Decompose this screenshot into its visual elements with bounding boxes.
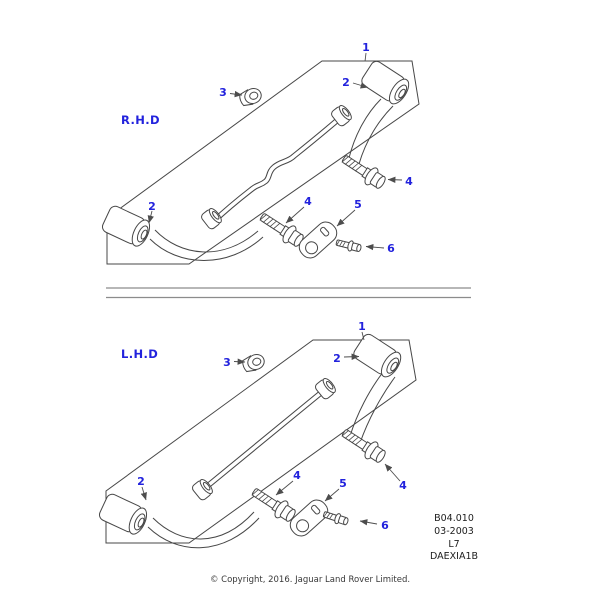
assembly-curve bbox=[360, 377, 395, 443]
callout-leader bbox=[286, 207, 304, 223]
nut-part bbox=[241, 352, 266, 374]
callout-6[interactable]: 6 bbox=[381, 519, 389, 532]
bracket-part bbox=[286, 496, 331, 540]
callout-5[interactable]: 5 bbox=[354, 198, 362, 211]
callout-leader bbox=[337, 210, 355, 226]
callout-6[interactable]: 6 bbox=[387, 242, 395, 255]
callout-4[interactable]: 4 bbox=[399, 479, 407, 492]
callout-4[interactable]: 4 bbox=[405, 175, 413, 188]
callout-leader bbox=[366, 247, 384, 249]
callout-2[interactable]: 2 bbox=[137, 475, 145, 488]
copyright-notice: © Copyright, 2016. Jaguar Land Rover Limited. bbox=[209, 575, 411, 585]
callout-4[interactable]: 4 bbox=[304, 195, 312, 208]
callout-leader bbox=[385, 464, 400, 481]
info-line-date: 03-2003 bbox=[434, 526, 474, 537]
callout-leader bbox=[344, 357, 359, 358]
callout-leader bbox=[325, 489, 339, 501]
assembly-curve bbox=[359, 106, 393, 164]
callout-leader bbox=[234, 362, 245, 363]
screw-part bbox=[335, 237, 362, 253]
callout-1[interactable]: 1 bbox=[358, 320, 366, 333]
callout-leader bbox=[142, 487, 146, 500]
drawing-info-block bbox=[430, 513, 478, 562]
callout-5[interactable]: 5 bbox=[339, 477, 347, 490]
panhard-rod bbox=[213, 118, 340, 222]
bushing-part bbox=[98, 492, 151, 536]
bracket-part bbox=[295, 218, 340, 262]
side-label-rhd: R.H.D bbox=[121, 113, 160, 127]
info-line-model: L7 bbox=[448, 539, 460, 550]
info-line-code: B04.010 bbox=[434, 513, 474, 524]
callout-leader bbox=[360, 521, 377, 524]
callout-3[interactable]: 3 bbox=[223, 356, 231, 369]
bushing-part bbox=[101, 204, 154, 248]
callout-2[interactable]: 2 bbox=[333, 352, 341, 365]
callout-3[interactable]: 3 bbox=[219, 86, 227, 99]
callout-leader bbox=[276, 481, 293, 495]
assembly-curve bbox=[155, 230, 258, 252]
bolt-part bbox=[257, 208, 307, 250]
callout-leader bbox=[365, 53, 366, 62]
callout-2[interactable]: 2 bbox=[342, 76, 350, 89]
bolt-part bbox=[339, 424, 389, 466]
nut-part bbox=[238, 86, 263, 108]
bushing-part bbox=[352, 332, 405, 380]
callout-1[interactable]: 1 bbox=[362, 41, 370, 54]
bushing-part bbox=[360, 59, 413, 107]
bolt-part bbox=[339, 150, 389, 192]
screw-part bbox=[322, 509, 349, 527]
bolt-part bbox=[249, 483, 299, 525]
diagram-rhd bbox=[101, 41, 419, 264]
info-line-drawing: DAEXIA1B bbox=[429, 551, 479, 562]
rod-end-collar bbox=[200, 206, 224, 230]
callout-4[interactable]: 4 bbox=[293, 469, 301, 482]
side-label-lhd: L.H.D bbox=[121, 347, 159, 361]
callout-leader bbox=[388, 180, 402, 181]
callout-2[interactable]: 2 bbox=[148, 200, 156, 213]
diagram-lhd bbox=[98, 320, 416, 548]
assembly-boundary-outline bbox=[107, 61, 419, 264]
